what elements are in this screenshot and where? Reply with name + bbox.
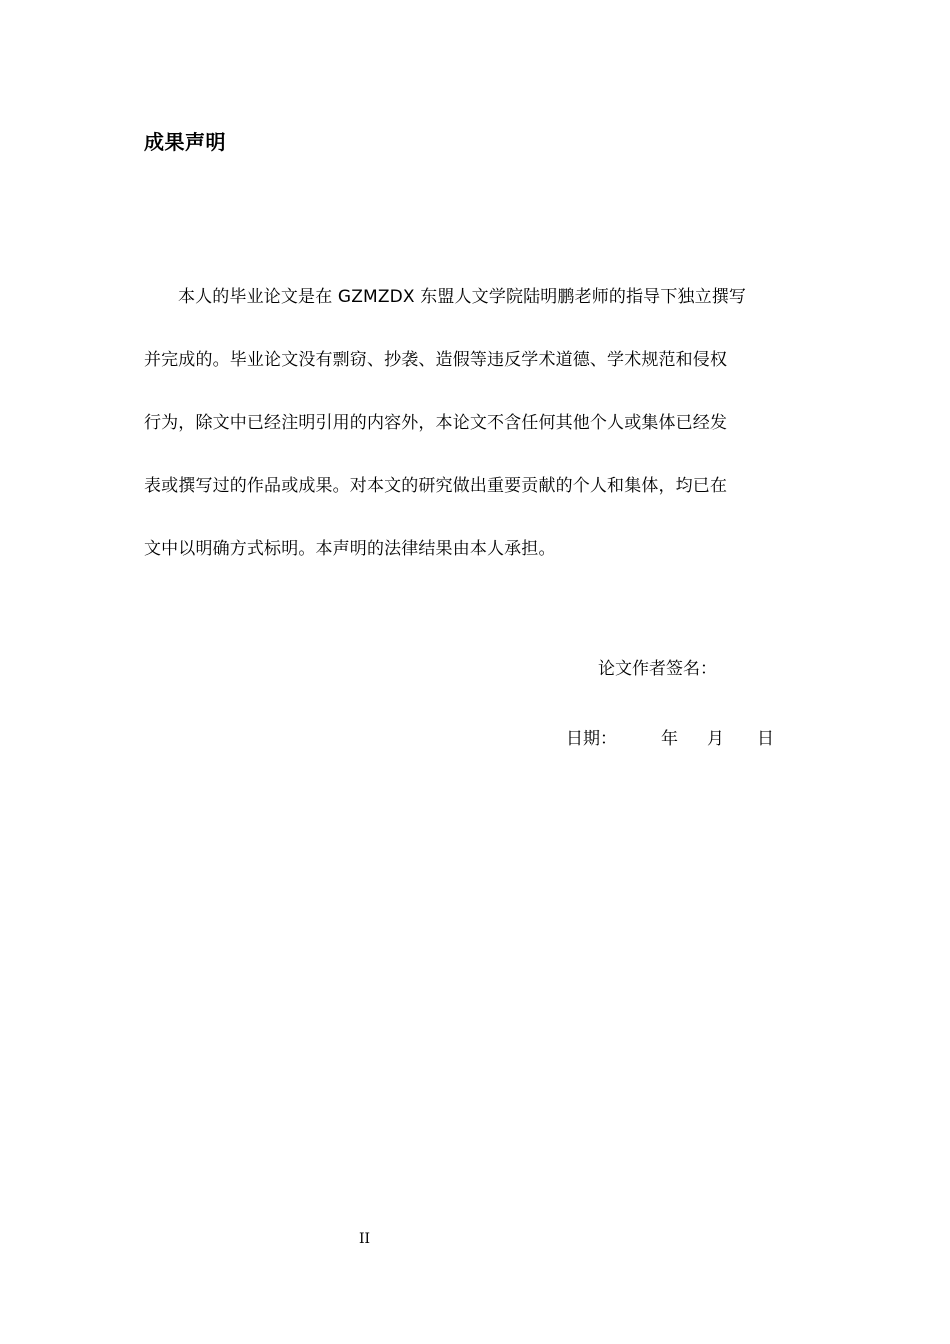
paragraph-line-1: 本人的毕业论文是在 GZMZDX 东盟人文学院陆明鹏老师的指导下独立撰写 bbox=[178, 287, 747, 307]
paragraph-line-4: 表或撰写过的作品或成果。对本文的研究做出重要贡献的个人和集体，均已在 bbox=[144, 476, 728, 496]
day-label: 日 bbox=[757, 729, 774, 749]
month-label: 月 bbox=[707, 729, 724, 749]
page-title: 成果声明 bbox=[144, 130, 226, 154]
author-signature-label: 论文作者签名： bbox=[598, 659, 717, 679]
page-number: II bbox=[359, 1231, 371, 1247]
declaration-paragraph bbox=[144, 266, 807, 581]
date-label: 日期： bbox=[566, 729, 617, 749]
paragraph-line-3: 行为，除文中已经注明引用的内容外，本论文不含任何其他个人或集体已经发 bbox=[144, 413, 728, 433]
paragraph-line-5: 文中以明确方式标明。本声明的法律结果由本人承担。 bbox=[144, 539, 556, 559]
paragraph-line-2: 并完成的。毕业论文没有剽窃、抄袭、造假等违反学术道德、学术规范和侵权 bbox=[144, 350, 728, 370]
year-label: 年 bbox=[661, 729, 678, 749]
